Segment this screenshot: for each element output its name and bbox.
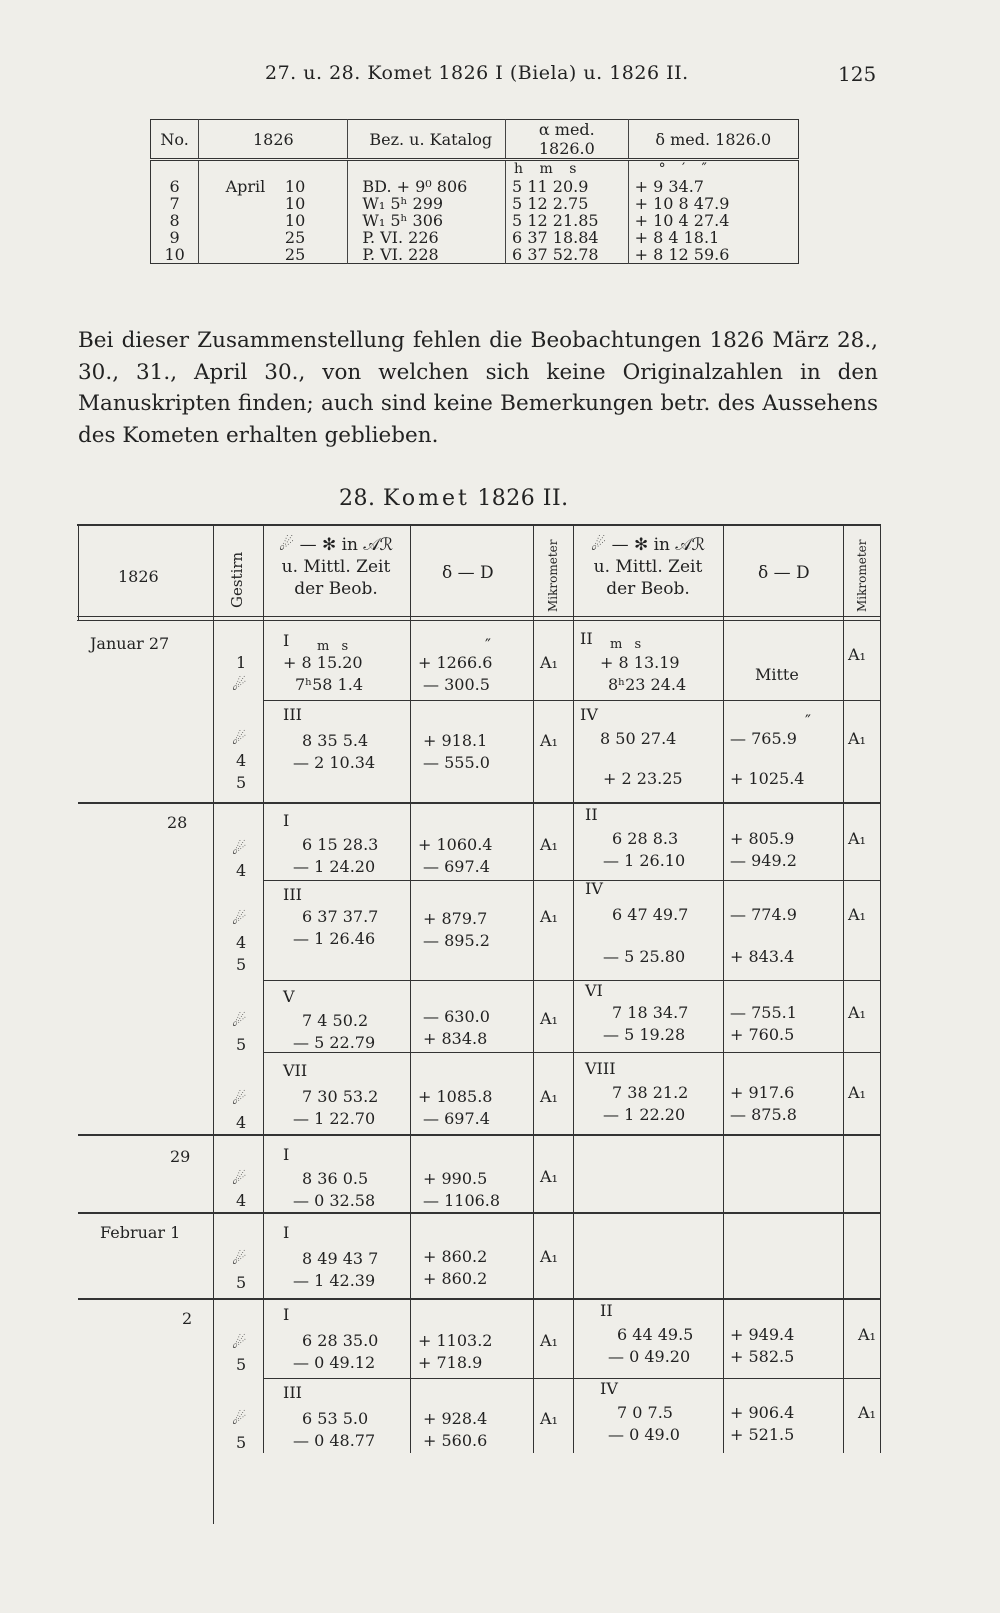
delta-d-header: δ — D [442, 563, 494, 583]
mikrometer: A₁ [540, 653, 558, 672]
obs-offset: — 1 24.20 [293, 857, 376, 876]
row-day: 10 [284, 177, 306, 196]
mikrometer: A₁ [540, 1409, 558, 1428]
row-star: P. VI. 226 [348, 229, 506, 246]
obs-ra: + 8 13.19 [600, 653, 680, 672]
mikrometer: A₁ [858, 1325, 876, 1344]
section-number: 28. [339, 486, 376, 511]
obs-ra: 7 4 50.2 [302, 1011, 369, 1030]
obs-delta: + 1085.8 [418, 1087, 493, 1106]
gestirn: 4 [236, 751, 247, 770]
row-delta: + 10 8 47.9 [628, 195, 798, 212]
gestirn: 5 [236, 1273, 247, 1292]
obs-offset: — 1 22.20 [603, 1105, 686, 1124]
mikrometer: A₁ [540, 1087, 558, 1106]
mikrometer: A₁ [540, 1009, 558, 1028]
col-header-date: 1826 [199, 120, 348, 160]
gestirn: 4 [236, 1113, 247, 1132]
comet-icon: ☄ [232, 1169, 247, 1188]
obs-delta: + 949.4 [730, 1325, 795, 1344]
obs-label: I [283, 1145, 290, 1164]
page-number: 125 [838, 62, 877, 86]
row-alpha: 5 11 20.9 [506, 178, 629, 195]
row-day: 25 [284, 245, 306, 264]
date-feb2: 2 [182, 1309, 193, 1328]
gestirn: 5 [236, 1433, 247, 1452]
alpha-units: h m s [506, 160, 629, 179]
mikrometer: A₁ [540, 1167, 558, 1186]
obs-delta: — 555.0 [423, 753, 490, 772]
obs-delta: — 697.4 [423, 1109, 490, 1128]
row-star: P. VI. 228 [348, 246, 506, 264]
gestirn: 5 [236, 1355, 247, 1374]
obs-delta: — 875.8 [730, 1105, 797, 1124]
obs-time: 7ʰ58 1.4 [295, 675, 363, 694]
obs-delta: + 718.9 [418, 1353, 483, 1372]
obs-label: VIII [585, 1059, 616, 1078]
row-delta: + 10 4 27.4 [628, 212, 798, 229]
obs-delta: + 917.6 [730, 1083, 795, 1102]
units: m s [610, 637, 646, 652]
gestirn: 4 [236, 861, 247, 880]
obs-offset: — 0 49.20 [608, 1347, 691, 1366]
row-delta: + 9 34.7 [628, 178, 798, 195]
mikrometer: A₁ [540, 1331, 558, 1350]
obs-label: IV [580, 705, 598, 724]
row-no: 7 [169, 194, 180, 213]
comet-icon: ☄ [232, 909, 247, 928]
row-star: W₁ 5ʰ 306 [348, 212, 506, 229]
gestirn: 1 [236, 653, 247, 672]
comet-icon: ☄ [232, 1333, 247, 1352]
row-alpha: 5 12 2.75 [506, 195, 629, 212]
gestirn-header: Gestirn [228, 551, 246, 608]
mikrometer: A₁ [848, 1003, 866, 1022]
comet-icon: ☄ [232, 1409, 247, 1428]
section-rest: 1826 II. [477, 486, 569, 511]
col-header-alpha: α med. 1826.0 [506, 120, 629, 160]
obs-ra: 8 50 27.4 [600, 729, 677, 748]
obs-delta: — 697.4 [423, 857, 490, 876]
obs-label: I [283, 1305, 290, 1324]
row-star: BD. + 9⁰ 806 [348, 178, 506, 195]
obs-delta: + 1103.2 [418, 1331, 493, 1350]
gestirn: 5 [236, 955, 247, 974]
obs-label: II [580, 629, 593, 648]
mikrometer: A₁ [858, 1403, 876, 1422]
row-delta: + 8 4 18.1 [628, 229, 798, 246]
row-month: April [225, 177, 266, 196]
comet-icon: ☄ [232, 1011, 247, 1030]
mikrometer: A₁ [848, 645, 866, 664]
mikrometer: A₁ [848, 829, 866, 848]
obs-ra: 6 53 5.0 [302, 1409, 369, 1428]
row-delta: + 8 12 59.6 [628, 246, 798, 264]
mikrometer-header-2: Mikrometer [855, 539, 869, 612]
mikrometer-header: Mikrometer [546, 539, 560, 612]
obs-offset: — 1 22.70 [293, 1109, 376, 1128]
date-jan27: Januar 27 [90, 634, 170, 653]
obs-delta: + 860.2 [423, 1269, 488, 1288]
obs-offset: — 0 32.58 [293, 1191, 376, 1210]
obs-delta: — 895.2 [423, 931, 490, 950]
obs-delta: + 760.5 [730, 1025, 795, 1044]
obs-delta: — 949.2 [730, 851, 797, 870]
obs-offset: — 1 26.10 [603, 851, 686, 870]
obs-offset: — 2 10.34 [293, 753, 376, 772]
delta-d-header-2: δ — D [758, 563, 810, 583]
obs-ra: 6 47 49.7 [612, 905, 689, 924]
col-header-no: No. [151, 120, 199, 160]
diff-ra-header: ☄ — ✻ in 𝒜ℛ u. Mittl. Zeit der Beob. [278, 535, 394, 599]
obs-offset: — 0 49.0 [608, 1425, 680, 1444]
obs-ra: 7 0 7.5 [617, 1403, 673, 1422]
col-header-delta: δ med. 1826.0 [628, 120, 798, 160]
obs-delta: + 918.1 [423, 731, 488, 750]
mikrometer: A₁ [540, 835, 558, 854]
row-no: 10 [164, 245, 185, 264]
obs-label: V [283, 987, 295, 1006]
obs-offset: — 1 26.46 [293, 929, 376, 948]
obs-label: III [283, 1383, 302, 1402]
row-no: 9 [169, 228, 180, 247]
obs-delta: + 1060.4 [418, 835, 493, 854]
obs-delta: + 805.9 [730, 829, 795, 848]
obs-offset: + 2 23.25 [603, 769, 683, 788]
row-day: 10 [284, 211, 306, 230]
row-alpha: 6 37 18.84 [506, 229, 629, 246]
comet-icon: ☄ [232, 675, 247, 694]
obs-offset: — 5 25.80 [603, 947, 686, 966]
gestirn: 4 [236, 1191, 247, 1210]
obs-offset: — 5 22.79 [293, 1033, 376, 1052]
obs-delta: + 1266.6 [418, 653, 493, 672]
obs-ra: 6 28 8.3 [612, 829, 679, 848]
obs-ra: 7 18 34.7 [612, 1003, 689, 1022]
row-day: 10 [284, 194, 306, 213]
obs-offset: — 5 19.28 [603, 1025, 686, 1044]
obs-delta: — 755.1 [730, 1003, 797, 1022]
obs-offset: — 0 48.77 [293, 1431, 376, 1450]
obs-label: IV [600, 1379, 618, 1398]
obs-ra: 7 38 21.2 [612, 1083, 689, 1102]
row-no: 8 [169, 211, 180, 230]
obs-delta: + 834.8 [423, 1029, 488, 1048]
obs-label: I [283, 1223, 290, 1242]
obs-ra: 6 15 28.3 [302, 835, 379, 854]
obs-time: 8ʰ23 24.4 [608, 675, 687, 694]
obs-delta: + 843.4 [730, 947, 795, 966]
obs-delta: — 1106.8 [423, 1191, 501, 1210]
obs-ra: + 8 15.20 [283, 653, 363, 672]
obs-label: II [600, 1301, 613, 1320]
comet-icon: ☄ [232, 729, 247, 748]
obs-delta: — 774.9 [730, 905, 797, 924]
comet-icon: ☄ [232, 1089, 247, 1108]
obs-ra: 8 35 5.4 [302, 731, 369, 750]
obs-delta: — 765.9 [730, 729, 797, 748]
obs-delta: + 521.5 [730, 1425, 795, 1444]
units: m s [317, 639, 353, 654]
units: ″ [485, 635, 491, 654]
obs-ra: 6 37 37.7 [302, 907, 379, 926]
obs-delta: + 906.4 [730, 1403, 795, 1422]
gestirn: 5 [236, 1035, 247, 1054]
mikrometer: A₁ [848, 729, 866, 748]
obs-delta: + 860.2 [423, 1247, 488, 1266]
comet-icon: ☄ [232, 1249, 247, 1268]
obs-ra: 6 44 49.5 [617, 1325, 694, 1344]
row-star: W₁ 5ʰ 299 [348, 195, 506, 212]
mikrometer: A₁ [848, 905, 866, 924]
obs-delta: + 928.4 [423, 1409, 488, 1428]
mikrometer: A₁ [540, 907, 558, 926]
obs-offset: — 1 42.39 [293, 1271, 376, 1290]
obs-ra: 7 30 53.2 [302, 1087, 379, 1106]
date-feb1: Februar 1 [100, 1223, 181, 1242]
obs-delta: + 879.7 [423, 909, 488, 928]
running-title: 27. u. 28. Komet 1826 I (Biela) u. 1826 II. [265, 62, 689, 84]
row-day: 25 [284, 228, 306, 247]
row-alpha: 5 12 21.85 [506, 212, 629, 229]
gestirn: 5 [236, 773, 247, 792]
obs-ra: 6 28 35.0 [302, 1331, 379, 1350]
obs-label: I [283, 631, 290, 650]
obs-delta: + 990.5 [423, 1169, 488, 1188]
obs-label: I [283, 811, 290, 830]
obs-label: IV [585, 879, 603, 898]
row-alpha: 6 37 52.78 [506, 246, 629, 264]
obs-delta: + 560.6 [423, 1431, 488, 1450]
year-header: 1826 [118, 567, 159, 586]
col-header-catalog: Bez. u. Katalog [348, 120, 506, 160]
obs-label: III [283, 705, 302, 724]
diff-ra-header-2: ☄ — ✻ in 𝒜ℛ u. Mittl. Zeit der Beob. [590, 535, 706, 599]
obs-delta: Mitte [755, 665, 799, 684]
mikrometer: A₁ [540, 1247, 558, 1266]
obs-delta: — 300.5 [423, 675, 490, 694]
obs-label: III [283, 885, 302, 904]
obs-label: II [585, 805, 598, 824]
obs-offset: — 0 49.12 [293, 1353, 376, 1372]
units: ″ [805, 711, 811, 730]
obs-label: VI [585, 981, 603, 1000]
mikrometer: A₁ [540, 731, 558, 750]
gestirn: 4 [236, 933, 247, 952]
obs-delta: + 1025.4 [730, 769, 805, 788]
obs-delta: — 630.0 [423, 1007, 490, 1026]
obs-label: VII [283, 1061, 308, 1080]
comet-icon: ☄ [232, 839, 247, 858]
delta-units: ° ′ ″ [628, 160, 798, 179]
row-no: 6 [169, 177, 180, 196]
body-paragraph: Bei dieser Zusammenstellung fehlen die Beobachtungen 1826 März 28., 30., 31., April 30., von welchen sich keine Originalzahlen in den Manuskripten finden; auch sind keine Bemerkungen betr. des Aussehens des Kometen erhalten geblieben. [78, 328, 878, 448]
section-word: Komet [383, 486, 470, 511]
obs-ra: 8 36 0.5 [302, 1169, 369, 1188]
obs-delta: + 582.5 [730, 1347, 795, 1366]
mikrometer: A₁ [848, 1083, 866, 1102]
date-jan28: 28 [167, 813, 188, 832]
obs-ra: 8 49 43 7 [302, 1249, 379, 1268]
date-jan29: 29 [170, 1147, 191, 1166]
